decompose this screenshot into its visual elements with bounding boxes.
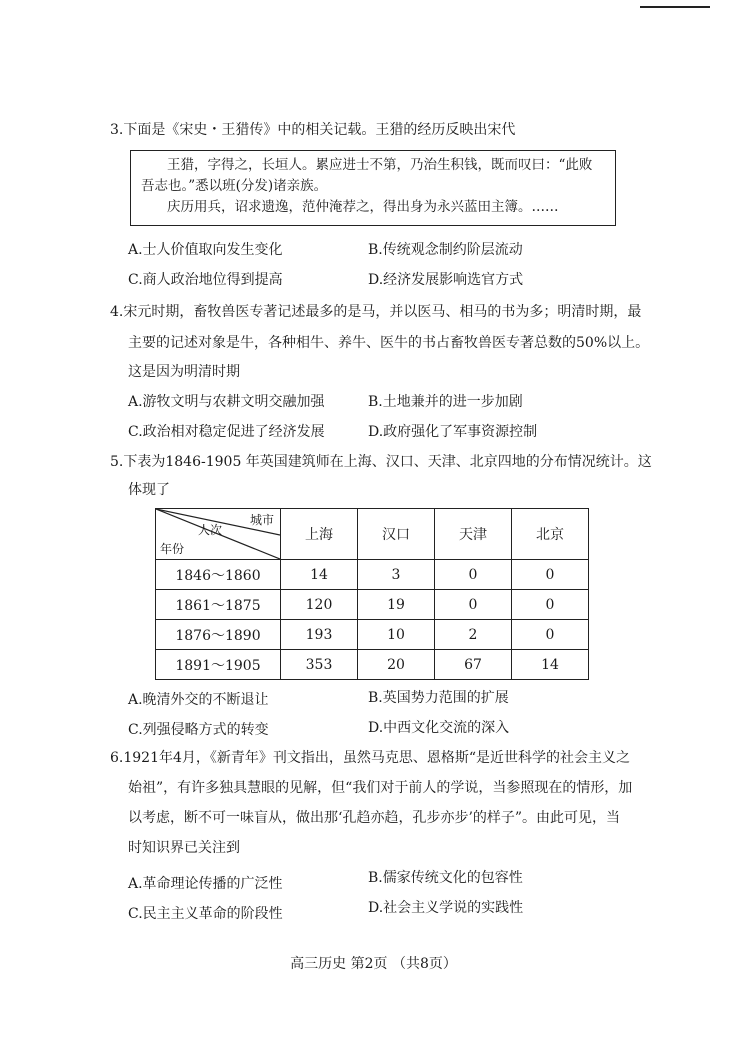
q4-stem-line-3: 这是因为明清时期 (128, 364, 240, 380)
table-row (156, 650, 589, 680)
q4-option-b: B.土地兼并的进一步加剧 (368, 394, 523, 410)
q4-option-a: A.游牧文明与农耕文明交融加强 (128, 394, 325, 410)
value-cell: 67 (435, 650, 512, 680)
value-cell: 3 (358, 560, 435, 590)
q5-option-c: C.列强侵略方式的转变 (128, 722, 269, 738)
header-tianjin: 天津 (435, 509, 512, 560)
diag-label-city: 城市 (249, 513, 274, 527)
q3-quote-line-1: 王猎，字得之，长垣人。累应进士不第，乃治生积钱，既而叹曰：“此败 (167, 157, 593, 173)
period-cell: 1846～1860 (156, 560, 281, 590)
value-cell: 14 (512, 650, 589, 680)
q3-option-a: A.士人价值取向发生变化 (128, 242, 283, 258)
value-cell: 2 (435, 620, 512, 650)
q3-quote-line-3: 庆历用兵，诏求遗逸，范仲淹荐之，得出身为永兴蓝田主簿。…… (167, 199, 559, 215)
q4-stem-line-2: 主要的记述对象是牛，各种相牛、养牛、医牛的书占畜牧兽医专著总数的50%以上。 (128, 335, 650, 351)
period-cell: 1861～1875 (156, 590, 281, 620)
q5-stem-line-1: 5.下表为1846-1905 年英国建筑师在上海、汉口、天津、北京四地的分布情况统计。这 (110, 454, 652, 470)
q3-quote-box (130, 150, 616, 226)
table-header-row (156, 509, 589, 560)
q5-option-a: A.晚清外交的不断退让 (128, 692, 269, 708)
q3-stem: 3.下面是《宋史・王猎传》中的相关记载。王猎的经历反映出宋代 (110, 122, 516, 138)
q5-option-d: D.中西文化交流的深入 (368, 720, 510, 736)
table-row (156, 560, 589, 590)
q3-option-b: B.传统观念制约阶层流动 (368, 242, 523, 258)
period-cell: 1891～1905 (156, 650, 281, 680)
header-shanghai: 上海 (281, 509, 358, 560)
table-diagonal-header (156, 509, 281, 560)
architects-table (155, 508, 589, 680)
q3-option-d: D.经济发展影响选官方式 (368, 272, 524, 288)
diag-label-count: 人次 (198, 523, 223, 537)
value-cell: 193 (281, 620, 358, 650)
value-cell: 0 (435, 590, 512, 620)
value-cell: 10 (358, 620, 435, 650)
q6-stem-line-3: 以考虑，断不可一味盲从，做出那‘孔趋亦趋，孔步亦步’的样子”。由此可见，当 (128, 810, 621, 826)
q4-stem-line-1: 4.宋元时期，畜牧兽医专著记述最多的是马，并以医马、相马的书为多；明清时期，最 (110, 304, 642, 320)
q4-option-d: D.政府强化了军事资源控制 (368, 424, 538, 440)
value-cell: 0 (512, 590, 589, 620)
q6-option-c: C.民主主义革命的阶段性 (128, 906, 283, 922)
header-beijing: 北京 (512, 509, 589, 560)
value-cell: 19 (358, 590, 435, 620)
q6-option-b: B.儒家传统文化的包容性 (368, 870, 523, 886)
period-cell: 1876～1890 (156, 620, 281, 650)
q3-quote-line-2: 吾志也。”悉以班(分发)诸亲族。 (141, 178, 328, 194)
value-cell: 14 (281, 560, 358, 590)
value-cell: 353 (281, 650, 358, 680)
q5-stem-line-2: 体现了 (128, 482, 170, 498)
header-hankou: 汉口 (358, 509, 435, 560)
q6-option-a: A.革命理论传播的广泛性 (128, 876, 283, 892)
q5-option-b: B.英国势力范围的扩展 (368, 690, 509, 706)
page-footer: 高三历史 第2页 （共8页） (290, 956, 457, 972)
value-cell: 20 (358, 650, 435, 680)
table-row (156, 590, 589, 620)
value-cell: 0 (435, 560, 512, 590)
q6-stem-line-1: 6.1921年4月，《新青年》刊文指出，虽然马克思、恩格斯“是近世科学的社会主义之 (110, 750, 631, 766)
diag-label-year: 年份 (160, 542, 185, 556)
table-row (156, 620, 589, 650)
q6-stem-line-4: 时知识界已关注到 (128, 840, 240, 856)
q6-stem-line-2: 始祖”，有许多独具慧眼的见解，但“我们对于前人的学说，当参照现在的情形，加 (128, 780, 633, 796)
q6-option-d: D.社会主义学说的实践性 (368, 900, 524, 916)
q3-option-c: C.商人政治地位得到提高 (128, 272, 283, 288)
q4-option-c: C.政治相对稳定促进了经济发展 (128, 424, 325, 440)
value-cell: 0 (512, 620, 589, 650)
value-cell: 120 (281, 590, 358, 620)
top-edge-line (640, 6, 710, 8)
value-cell: 0 (512, 560, 589, 590)
